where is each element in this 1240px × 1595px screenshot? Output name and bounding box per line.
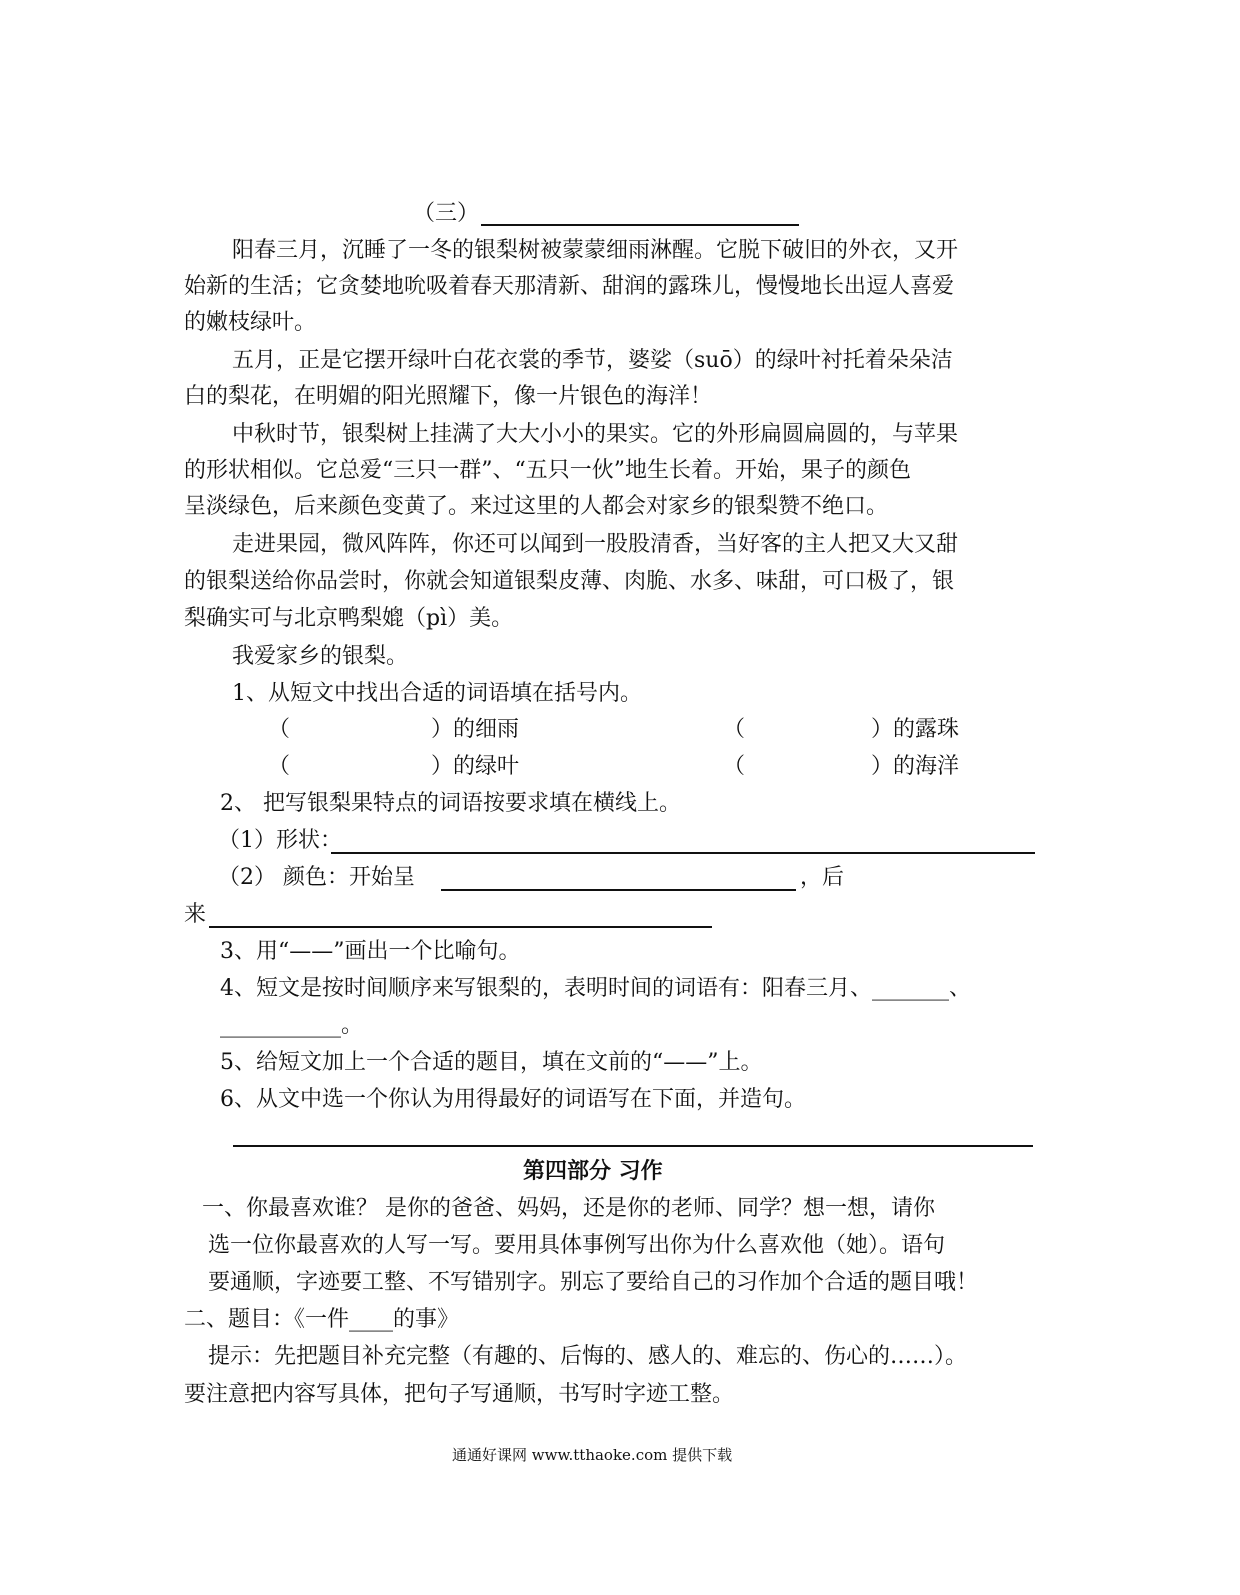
paragraph-line: 的形状相似。它总爱“三只一群”、“五只一伙”地生长着。开始，果子的颜色 <box>184 458 911 483</box>
essay-item-1: 一、你最喜欢谁？ 是你的爸爸、妈妈，还是你的老师、同学？想一想，请你 <box>202 1196 935 1221</box>
blank-open: （ <box>268 754 291 779</box>
blank-close: ）的细雨 <box>431 717 520 742</box>
paragraph-line: 走进果园，微风阵阵，你还可以闻到一股股清香，当好客的主人把又大又甜 <box>232 532 959 557</box>
blank-open: （ <box>268 717 291 742</box>
essay-item-2: 二、题目：《一件____的事》 <box>184 1307 460 1332</box>
page-footer: 通通好课网 www.tthaoke.com 提供下载 <box>452 1446 733 1464</box>
section-title: 第四部分 习作 <box>523 1158 663 1184</box>
color-label: （2） 颜色：开始呈 <box>218 865 415 890</box>
blank-close: ）的露珠 <box>871 717 960 742</box>
paragraph-line: 始新的生活；它贪婪地吮吸着春天那清新、甜润的露珠儿，慢慢地长出逗人喜爱 <box>184 274 955 299</box>
sentence-answer-line <box>233 1145 1033 1147</box>
question-2: 2、 把写银梨果特点的词语按要求填在横线上。 <box>220 791 681 816</box>
question-4: 4、短文是按时间顺序来写银梨的，表明时间的词语有：阳春三月、_______、 <box>220 976 971 1001</box>
question-6: 6、从文中选一个你认为用得最好的词语写在下面，并造句。 <box>220 1087 806 1112</box>
section-heading: （三） <box>413 201 480 226</box>
paragraph-line: 中秋时节，银梨树上挂满了大大小小的果实。它的外形扁圆扁圆的，与苹果 <box>232 422 959 447</box>
essay-hint: 提示：先把题目补充完整（有趣的、后悔的、感人的、难忘的、伤心的……）。 <box>208 1344 968 1369</box>
question-1: 1、从短文中找出合适的词语填在括号内。 <box>232 681 642 706</box>
shape-label: （1）形状： <box>218 828 342 853</box>
color-label-mid: ，后 <box>800 865 845 890</box>
blank-open: （ <box>723 754 746 779</box>
paragraph-line: 我爱家乡的银梨。 <box>232 644 409 669</box>
essay-item-1-line: 要通顺，字迹要工整、不写错别字。别忘了要给自己的习作加个合适的题目哦！ <box>208 1270 979 1295</box>
paragraph-line: 的银梨送给你品尝时，你就会知道银梨皮薄、肉脆、水多、味甜，可口极了，银 <box>184 569 955 594</box>
paragraph-line: 阳春三月，沉睡了一冬的银梨树被蒙蒙细雨淋醒。它脱下破旧的外衣，又开 <box>232 238 959 263</box>
essay-hint-line: 要注意把内容写具体，把句子写通顺，书写时字迹工整。 <box>184 1382 735 1407</box>
essay-item-1-line: 选一位你最喜欢的人写一写。要用具体事例写出你为什么喜欢他（她）。语句 <box>208 1233 946 1258</box>
question-3: 3、用“——”画出一个比喻句。 <box>220 939 521 964</box>
paragraph-line: 的嫩枝绿叶。 <box>184 310 317 335</box>
blank-close: ）的海洋 <box>871 754 960 779</box>
question-5: 5、给短文加上一个合适的题目，填在文前的“——”上。 <box>220 1050 763 1075</box>
blank-close: ）的绿叶 <box>431 754 520 779</box>
paragraph-line: 呈淡绿色，后来颜色变黄了。来过这里的人都会对家乡的银梨赞不绝口。 <box>184 494 889 519</box>
title-blank-line <box>481 224 799 226</box>
question-4-cont: ___________。 <box>220 1013 364 1038</box>
shape-answer-line <box>331 852 1035 854</box>
blank-open: （ <box>723 717 746 742</box>
color-label-end: 来 <box>184 902 207 927</box>
color-answer-line <box>441 889 796 891</box>
paragraph-line: 白的梨花，在明媚的阳光照耀下，像一片银色的海洋！ <box>184 384 713 409</box>
paragraph-line: 梨确实可与北京鸭梨媲（pì）美。 <box>184 606 514 631</box>
paragraph-line: 五月，正是它摆开绿叶白花衣裳的季节，婆娑（suō）的绿叶衬托着朵朵洁 <box>232 348 953 373</box>
color-answer-line-2 <box>209 926 712 928</box>
